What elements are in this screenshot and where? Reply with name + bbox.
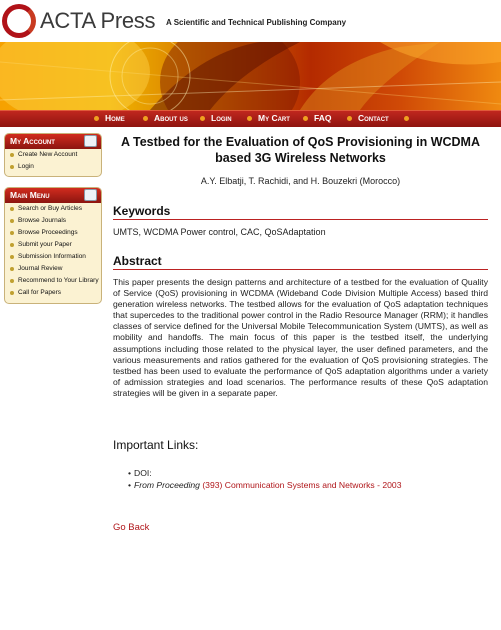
nav-bullet-icon <box>347 116 352 121</box>
login-link[interactable]: Login <box>5 161 101 173</box>
important-links-heading: Important Links: <box>113 438 199 452</box>
tagline: A Scientific and Technical Publishing Company <box>166 18 347 27</box>
doi-item: • DOI: <box>128 467 401 479</box>
create-account-link[interactable]: Create New Account <box>5 149 101 161</box>
abstract-heading: Abstract <box>113 254 162 268</box>
nav-contact[interactable]: Contact <box>358 113 389 123</box>
menu-submission-information[interactable]: Submission Information <box>5 251 101 263</box>
menu-call-for-papers[interactable]: Call for Papers <box>5 287 101 299</box>
nav-bullet-icon <box>200 116 205 121</box>
keywords-divider <box>113 219 488 220</box>
nav-bullet-icon <box>303 116 308 121</box>
menu-search-buy-articles[interactable]: Search or Buy Articles <box>5 203 101 215</box>
nav-my-cart[interactable]: My Cart <box>258 113 290 123</box>
menu-journal-review[interactable]: Journal Review <box>5 263 101 275</box>
nav-bullet-icon <box>247 116 252 121</box>
logo-ring-icon <box>2 4 36 38</box>
from-proceeding-label: From Proceeding <box>134 480 200 490</box>
nav-home[interactable]: Home <box>105 113 125 123</box>
main-menu-box <box>4 187 102 304</box>
nav-faq[interactable]: FAQ <box>314 113 332 123</box>
acta-logo[interactable] <box>2 2 156 40</box>
keywords-heading: Keywords <box>113 204 171 218</box>
nav-bullet-icon <box>404 116 409 121</box>
header-banner <box>0 42 501 110</box>
abstract-divider <box>113 269 488 270</box>
nav-login[interactable]: Login <box>211 113 232 123</box>
menu-browse-journals[interactable]: Browse Journals <box>5 215 101 227</box>
my-account-box <box>4 133 102 177</box>
menu-document-icon <box>84 189 97 201</box>
menu-browse-proceedings[interactable]: Browse Proceedings <box>5 227 101 239</box>
account-user-icon <box>84 135 97 147</box>
nav-about-us[interactable]: About us <box>154 113 188 123</box>
site-header <box>0 0 501 42</box>
my-account-title: My Account <box>5 134 101 149</box>
brand-name: ACTA Press <box>40 8 156 33</box>
paper-title: A Testbed for the Evaluation of QoS Provisioning in WCDMA based 3G Wireless Networks <box>120 135 481 165</box>
go-back-link[interactable]: Go Back <box>113 522 150 533</box>
nav-bullet-icon <box>143 116 148 121</box>
proceeding-link[interactable]: (393) Communication Systems and Networks - 2003 <box>202 480 402 490</box>
important-links-list <box>128 467 401 491</box>
paper-keywords: UMTS, WCDMA Power control, CAC, QoSAdaptation <box>113 227 326 237</box>
main-menu-title: Main Menu <box>5 188 101 203</box>
nav-bullet-icon <box>94 116 99 121</box>
proceeding-item <box>128 479 401 491</box>
paper-authors: A.Y. Elbatji, T. Rachidi, and H. Bouzekri (Morocco) <box>200 176 401 186</box>
menu-recommend-library[interactable]: Recommend to Your Library <box>5 275 101 287</box>
menu-submit-paper[interactable]: Submit your Paper <box>5 239 101 251</box>
banner-graphic <box>0 42 501 110</box>
paper-abstract: This paper presents the design patterns and architecture of a testbed for the evaluation of Quality of Service (QoS) provisioning in WCDMA (Wideband Code Division Multiple Access) based third generation wireless networks. The testbed allows for the evaluation of QoS adaptation techniques that supercedes to the traditional power control in the Radio Resource Manager (RRM); it handles classes of service defined for the Universal Mobile Telecommunication System (UMTS), as well as mobility and handoffs. The main focus of this paper is the testbed itself, the underlying assumptions including those related to the physical layer, the user defined parameters, and the various measurements and ratios gathered for the evaluation of QoS provisioning strategies. The testbed has been used to evaluate the performance of QoS adaptation algorithms under a variety of admission strategies and load scenarios. The performance results of these QoS adaptation strategies will be given in a separate paper. <box>113 277 488 398</box>
main-nav <box>0 110 501 127</box>
